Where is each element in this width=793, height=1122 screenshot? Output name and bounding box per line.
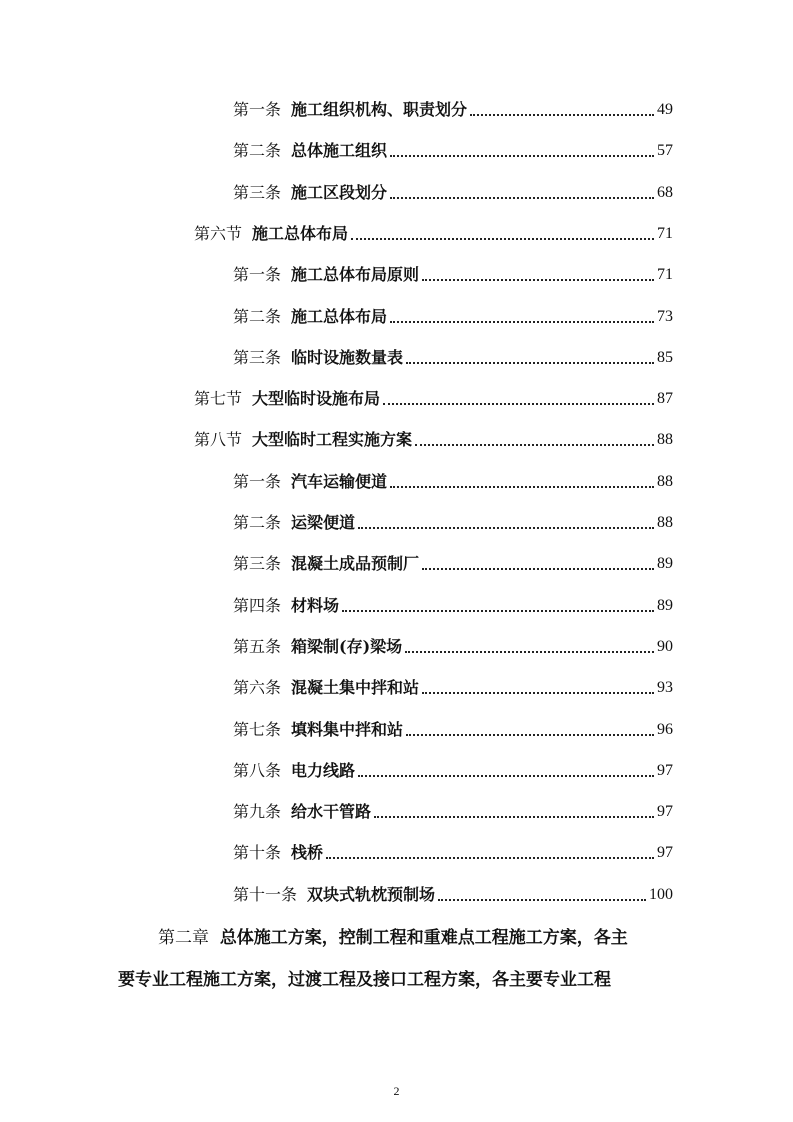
toc-entry-page: 100 <box>649 886 673 903</box>
toc-entry-label <box>233 596 339 616</box>
toc-entry-title: 施工组织机构、职责划分 <box>291 100 468 119</box>
toc-entry-page: 88 <box>657 473 673 490</box>
toc-entry-page: 96 <box>657 721 673 738</box>
toc-dot-leader <box>405 651 654 653</box>
toc-entry-page: 73 <box>657 308 673 325</box>
toc-entry-title: 混凝土成品预制厂 <box>291 554 420 573</box>
toc-dot-leader <box>470 114 654 116</box>
toc-entry[interactable] <box>233 550 673 574</box>
toc-entry[interactable] <box>233 303 673 327</box>
toc-entry-title: 施工区段划分 <box>291 183 388 202</box>
toc-entry-label <box>233 720 403 740</box>
toc-entry-title: 施工总体布局 <box>291 307 388 326</box>
toc-entry-title: 电力线路 <box>291 761 356 780</box>
toc-entry-title: 施工总体布局原则 <box>291 265 420 284</box>
toc-entry[interactable] <box>233 798 673 822</box>
toc-dot-leader <box>438 899 646 901</box>
toc-entry-page: 88 <box>657 431 673 448</box>
toc-entry[interactable] <box>233 633 673 657</box>
toc-entry-label <box>194 389 380 409</box>
toc-entry-title: 汽车运输便道 <box>291 472 388 491</box>
toc-entry-label <box>233 307 387 327</box>
toc-entry[interactable] <box>233 716 673 740</box>
toc-entry-title: 总体施工组织 <box>291 141 388 160</box>
toc-entry-number: 第二条 <box>233 307 282 326</box>
toc-entry-page: 89 <box>657 597 673 614</box>
toc-entry[interactable] <box>233 179 673 203</box>
toc-entry[interactable] <box>233 757 673 781</box>
toc-entry[interactable] <box>233 261 673 285</box>
toc-entry-page: 71 <box>657 225 673 242</box>
toc-entry-page: 57 <box>657 142 673 159</box>
toc-entry[interactable] <box>233 344 673 368</box>
toc-entry-title: 填料集中拌和站 <box>291 720 404 739</box>
toc-dot-leader <box>358 527 654 529</box>
toc-entry-title: 大型临时工程实施方案 <box>252 430 413 449</box>
toc-entry[interactable] <box>233 96 673 120</box>
toc-entry-title: 临时设施数量表 <box>291 348 404 367</box>
toc-entry[interactable] <box>194 385 673 409</box>
toc-entry-number: 第八节 <box>194 430 243 449</box>
toc-entry-number: 第九条 <box>233 802 282 821</box>
toc-dot-leader <box>422 692 654 694</box>
toc-dot-leader <box>358 775 654 777</box>
toc-entry-number: 第二条 <box>233 513 282 532</box>
toc-entry-title: 大型临时设施布局 <box>252 389 381 408</box>
toc-entry-page: 71 <box>657 266 673 283</box>
toc-entry-number: 第二条 <box>233 141 282 160</box>
toc-entry-page: 89 <box>657 555 673 572</box>
toc-entry-title: 给水干管路 <box>291 802 372 821</box>
toc-entry-label <box>233 885 435 905</box>
toc-entry-number: 第三条 <box>233 183 282 202</box>
toc-entry-label <box>233 472 387 492</box>
toc-entry-label <box>233 348 403 368</box>
chapter-number: 第二章 <box>158 928 209 948</box>
chapter-heading-line-1 <box>158 928 628 948</box>
toc-dot-leader <box>342 610 654 612</box>
toc-entry-number: 第五条 <box>233 637 282 656</box>
toc-entry-title: 运梁便道 <box>291 513 356 532</box>
toc-entry[interactable] <box>233 509 673 533</box>
chapter-heading-line-2 <box>118 970 611 990</box>
toc-dot-leader <box>374 816 654 818</box>
toc-entry[interactable] <box>233 881 673 905</box>
toc-entry[interactable] <box>194 426 673 450</box>
toc-entry-page: 90 <box>657 638 673 655</box>
toc-entry-label <box>194 224 348 244</box>
toc-entry-page: 93 <box>657 679 673 696</box>
toc-entry[interactable] <box>233 674 673 698</box>
toc-entry-title: 双块式轨枕预制场 <box>307 885 436 904</box>
toc-entry-number: 第三条 <box>233 348 282 367</box>
chapter-title-line-1: 总体施工方案，控制工程和重难点工程施工方案，各主 <box>219 928 628 948</box>
toc-entry-label <box>233 265 419 285</box>
toc-entry[interactable] <box>194 220 673 244</box>
toc-entry-label <box>233 183 387 203</box>
toc-dot-leader <box>422 279 654 281</box>
toc-dot-leader <box>390 155 654 157</box>
chapter-title-line-2: 要专业工程施工方案，过渡工程及接口工程方案，各主要专业工程 <box>118 970 611 990</box>
toc-entry-title: 施工总体布局 <box>252 224 349 243</box>
toc-entry-label <box>233 843 323 863</box>
toc-entry-number: 第七条 <box>233 720 282 739</box>
toc-entry-label <box>233 141 387 161</box>
toc-dot-leader <box>383 403 654 405</box>
toc-entry-label <box>233 100 467 120</box>
toc-entry-number: 第七节 <box>194 389 243 408</box>
toc-entry-number: 第十一条 <box>233 885 298 904</box>
toc-entry-page: 88 <box>657 514 673 531</box>
toc-entry-label <box>194 430 412 450</box>
toc-entry-label <box>233 802 371 822</box>
toc-entry-number: 第六节 <box>194 224 243 243</box>
toc-entry-label <box>233 513 355 533</box>
toc-entry-title: 栈桥 <box>291 843 324 862</box>
page-number: 2 <box>393 1084 400 1098</box>
toc-entry-number: 第八条 <box>233 761 282 780</box>
toc-dot-leader <box>390 486 654 488</box>
toc-dot-leader <box>415 444 654 446</box>
toc-entry-title: 材料场 <box>291 596 340 615</box>
toc-entry[interactable] <box>233 839 673 863</box>
toc-dot-leader <box>406 734 654 736</box>
toc-entry-label <box>233 678 419 698</box>
toc-entry-page: 49 <box>657 101 673 118</box>
toc-dot-leader <box>351 238 654 240</box>
toc-entry[interactable] <box>233 468 673 492</box>
toc-entry-page: 97 <box>657 803 673 820</box>
toc-dot-leader <box>390 197 654 199</box>
toc-entry-title: 混凝土集中拌和站 <box>291 678 420 697</box>
toc-entry-number: 第一条 <box>233 472 282 491</box>
toc-entry-number: 第六条 <box>233 678 282 697</box>
toc-entry-number: 第十条 <box>233 843 282 862</box>
toc-entry[interactable] <box>233 592 673 616</box>
toc-entry-number: 第一条 <box>233 100 282 119</box>
toc-dot-leader <box>422 568 654 570</box>
toc-entry-page: 97 <box>657 762 673 779</box>
toc-entry-label <box>233 761 355 781</box>
toc-entry-page: 85 <box>657 349 673 366</box>
toc-entry[interactable] <box>233 137 673 161</box>
toc-entry-number: 第四条 <box>233 596 282 615</box>
toc-dot-leader <box>390 321 654 323</box>
toc-dot-leader <box>326 857 654 859</box>
toc-entry-label <box>233 637 402 657</box>
toc-entry-title: 箱梁制(存)梁场 <box>291 637 403 656</box>
toc-entry-page: 87 <box>657 390 673 407</box>
toc-entry-page: 97 <box>657 844 673 861</box>
toc-dot-leader <box>406 362 654 364</box>
toc-entry-page: 68 <box>657 184 673 201</box>
toc-entry-number: 第三条 <box>233 554 282 573</box>
toc-entry-label <box>233 554 419 574</box>
toc-entry-number: 第一条 <box>233 265 282 284</box>
